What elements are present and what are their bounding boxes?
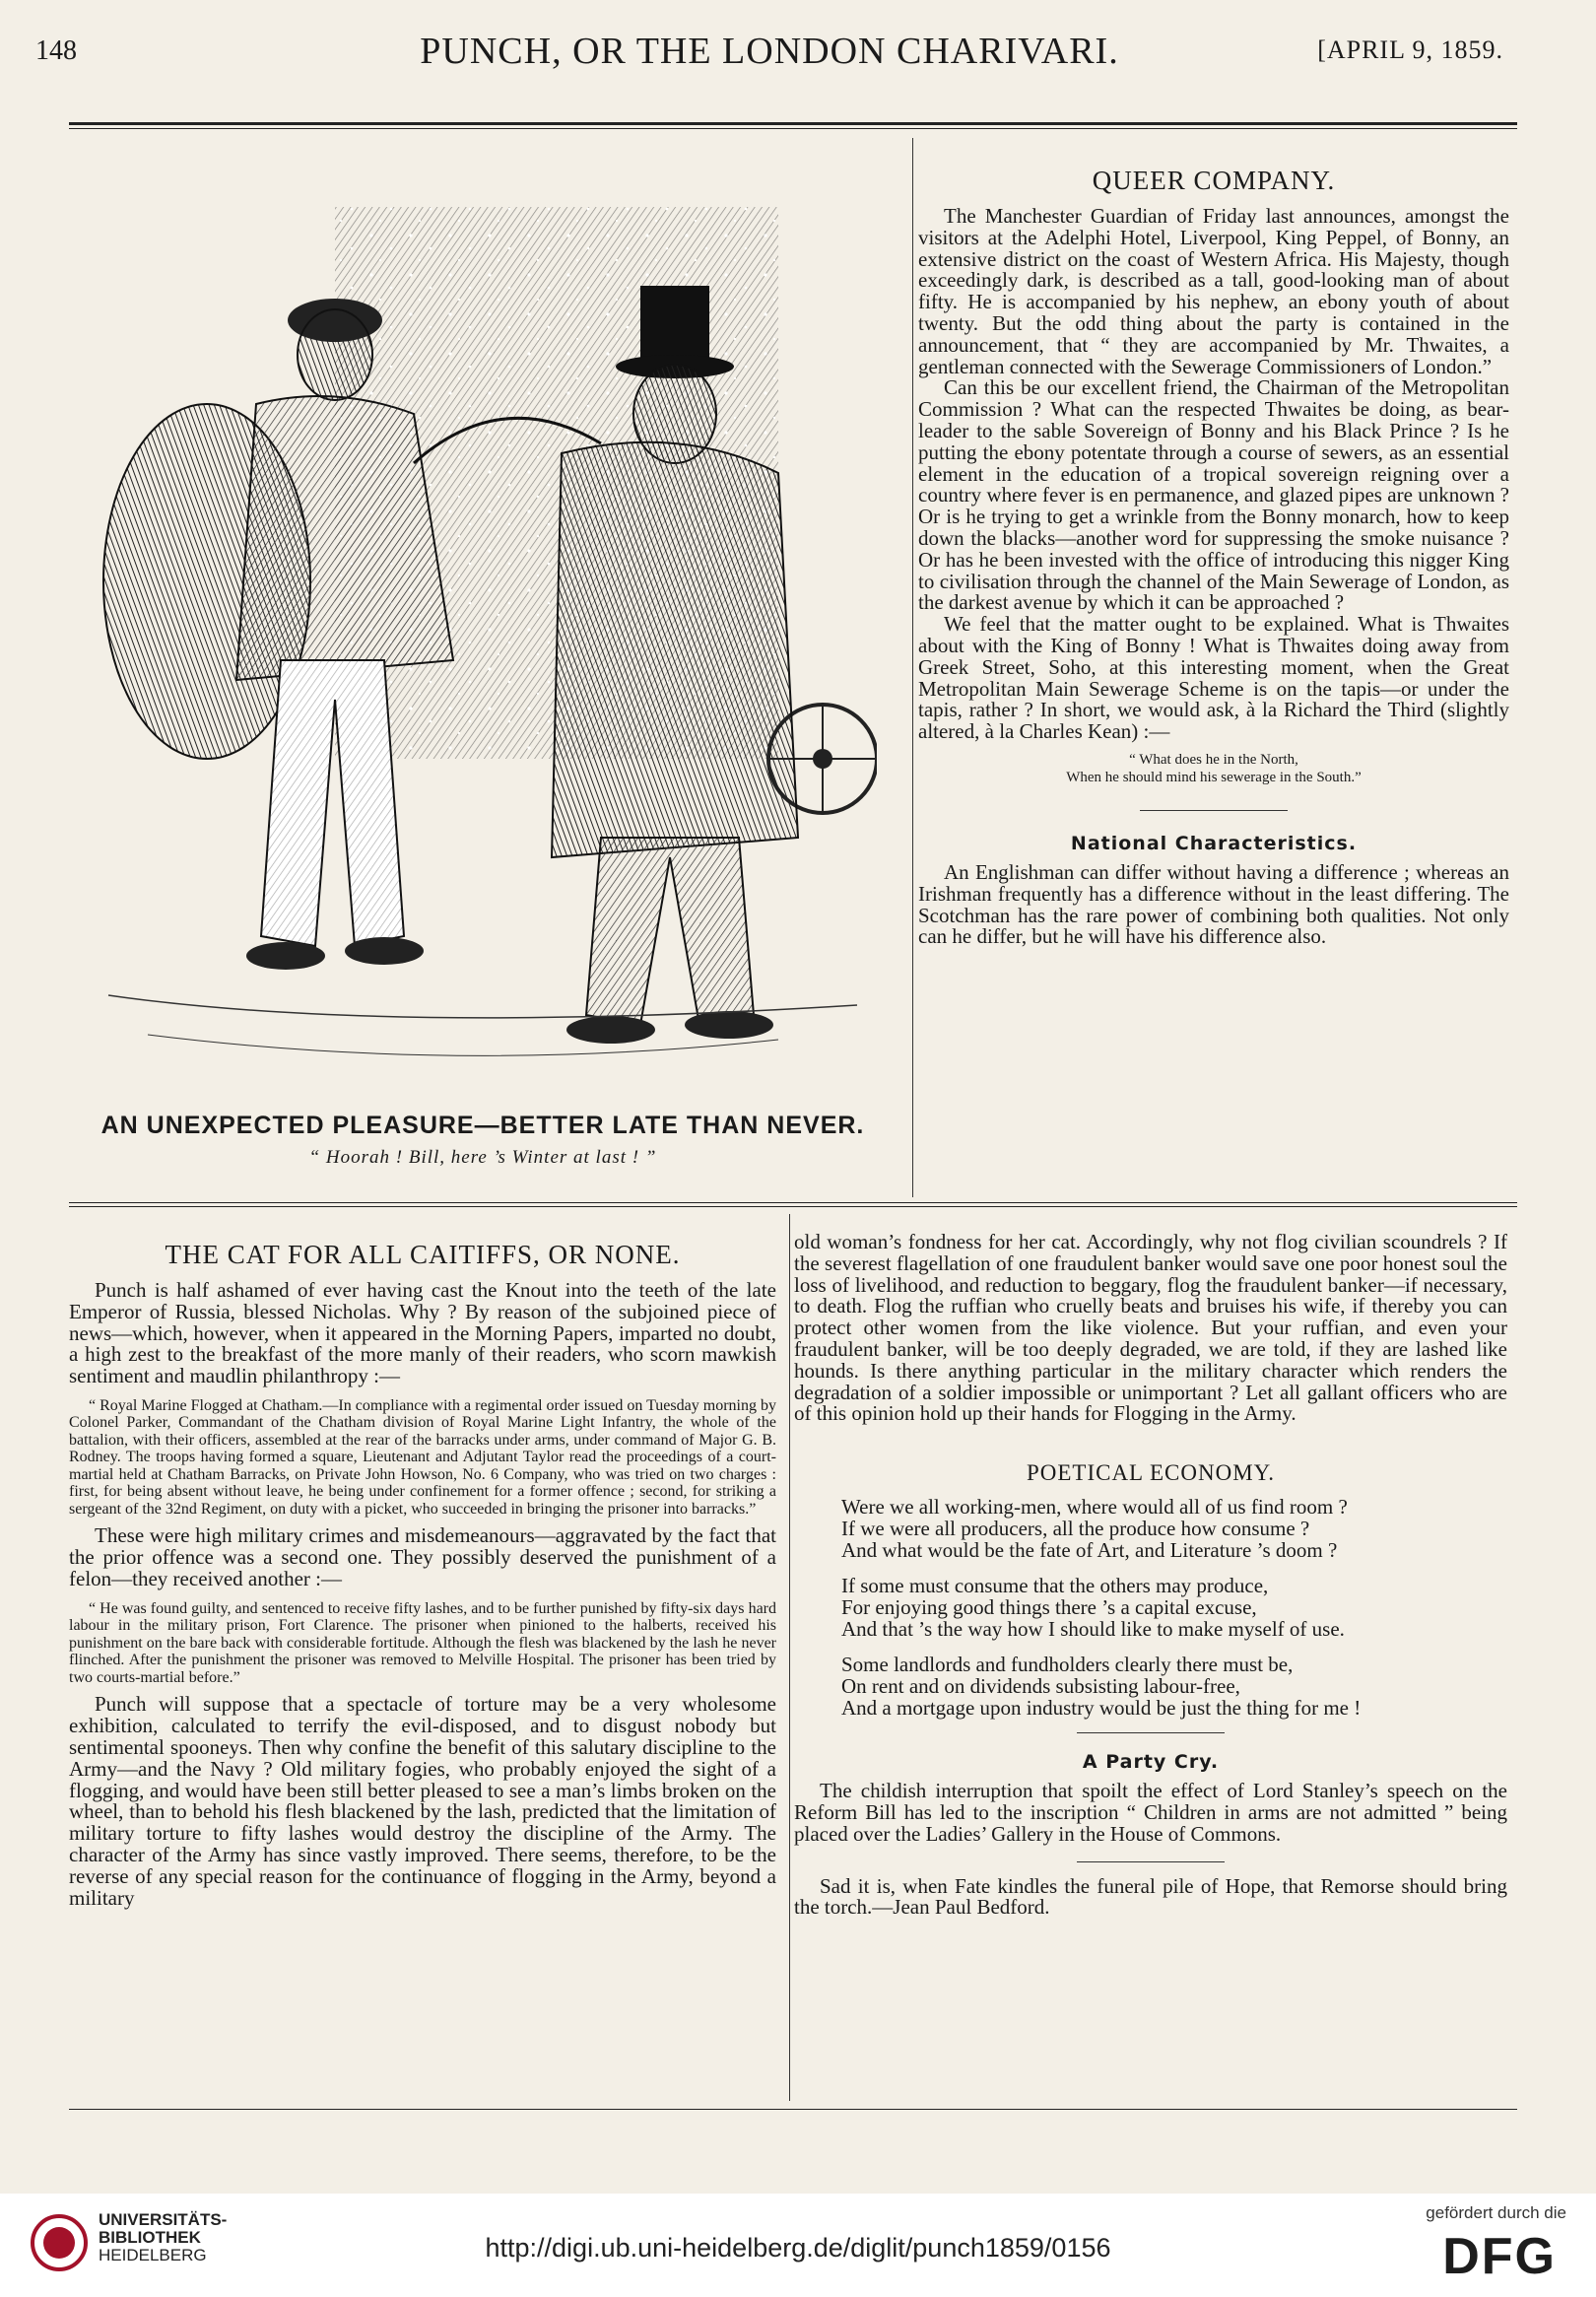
issue-date: [APRIL 9, 1859. (1317, 35, 1503, 64)
dfg-logo: DFG (1442, 2228, 1557, 2285)
verse-line: And that ’s the way how I should like to make myself of use. (841, 1617, 1345, 1642)
article-cat-for-all (69, 1240, 776, 1909)
verse-line: And what would be the fate of Art, and Literature ’s doom ? (841, 1538, 1338, 1563)
verse-line: If some must consume that the others may produce, (841, 1574, 1269, 1598)
section-rule (1077, 1861, 1225, 1862)
right-bottom-column (794, 1232, 1507, 1919)
article-body (69, 1694, 776, 1909)
verse-line: “ What does he in the North, (1129, 751, 1298, 768)
paragraph: old woman’s fondness for her cat. Accordingly, why not flog civilian scoundrels ? If the severest flagellation of one fraudulent banker would save one poor honest soul the loss of livelihood, and reduction to beggary, flog the fraudulent banker—if necessary, to death. Flog the ruffian who cruelly beats and bruises his wife, if thereby you can protect other women from the like violence. But your ruffian, and even your fraudulent banker, will be too deeply degraded, we are told, if they are lashed like hounds. Is there anything particular in the military character which renders the degradation of a soldier impossible or unimportant ? Let all gallant officers who are of this opinion hold up their hands for Flogging in the Army. (794, 1230, 1507, 1426)
verse-line: For enjoying good things there ’s a capital excuse, (841, 1595, 1257, 1620)
library-line: HEIDELBERG (99, 2246, 207, 2264)
verse-line: Were we all working-men, where would all of us find room ? (841, 1495, 1348, 1520)
header-rule-thin (69, 128, 1517, 129)
illustration-subcaption: “ Hoorah ! Bill, here ’s Winter at last ! ” (308, 1147, 657, 1168)
section-rule (69, 1206, 1517, 1207)
engraving-figures (89, 148, 877, 1109)
verse-line: On rent and on dividends subsisting labour-free, (841, 1674, 1240, 1699)
stanza (841, 1654, 1507, 1719)
section-rule (69, 1202, 1517, 1203)
page-bottom-rule (69, 2109, 1517, 2110)
paragraph: An Englishman can differ without having a difference ; whereas an Irishman frequently has a difference without in the least differing. The Scotchman has the rare power of combining both qualities. Not only can he differ, but he will have his difference also. (918, 859, 1509, 949)
poem (794, 1496, 1507, 1719)
article-title: QUEER COMPANY. (1092, 166, 1336, 195)
verse-line: Some landlords and fundholders clearly there must be, (841, 1653, 1294, 1677)
source-url-link[interactable]: http://digi.ub.uni-heidelberg.de/diglit/punch1859/0156 (485, 2233, 1111, 2263)
masthead-title: PUNCH, OR THE LONDON CHARIVARI. (420, 31, 1119, 72)
paragraph: Punch is half ashamed of ever having cast the Knout into the teeth of the late Emperor of Russia, blessed Nicholas. Why ? By reason of the subjoined piece of news—which, however, when it appeared in the Morning Papers, imparted no doubt, a high zest to the breakfast of the more manly of their readers, who scorn mawkish sentiment and maudlin philanthropy :— (69, 1278, 776, 1388)
news-quote (69, 1397, 776, 1519)
stanza (841, 1575, 1507, 1640)
verse-line: When he should mind his sewerage in the South.” (1066, 769, 1362, 785)
article-body-continued (794, 1232, 1507, 1425)
paragraph: Punch will suppose that a spectacle of torture may be a very wholesome exhibition, calculated to terrify the evil-disposed, and to disgust nobody but sentimental spooneys. Then why confine the benefit of this salutary discipline to the Army—and the Navy ? Old military fogies, who probably enjoyed the sight of a flogging, and would have been still better pleased to see a man’s limbs broken on the wheel, than to behold his flesh blackened by the lash, predicted that the limitation of military torture to fifty lashes would destroy the discipline of the Army. The character of the Army has since vastly improved. There seems, therefore, to be the reverse of any special reason for the continuance of flogging in the Army, beyond a military (69, 1692, 776, 1910)
library-line: BIBLIOTHEK (99, 2228, 201, 2247)
article-body (69, 1525, 776, 1589)
article-queer-company (918, 166, 1509, 948)
verse-line: If we were all producers, all the produce how consume ? (841, 1517, 1310, 1541)
article-title: National Characteristics. (1070, 832, 1358, 854)
page-number: 148 (35, 35, 77, 66)
library-line: UNIVERSITÄTS- (99, 2210, 228, 2229)
paragraph: These were high military crimes and misdemeanours—aggravated by the fact that the prior offence was a second one. They possibly deserved the punishment of a felon—they received another :— (69, 1523, 776, 1591)
paragraph: The childish interruption that spoilt the effect of Lord Stanley’s speech on the Reform Bill has led to the inscription “ Children in arms are not admitted ” being placed over the Ladies’ Gallery in the House of Commons. (794, 1779, 1507, 1846)
article-body (794, 1781, 1507, 1845)
news-quote (69, 1600, 776, 1687)
digitization-footer (0, 2194, 1596, 2297)
verse-quote (918, 751, 1509, 786)
section-rule (1077, 1732, 1225, 1733)
paragraph: We feel that the matter ought to be explained. What is Thwaites about with the King of Bonny ! What is Thwaites doing away from Greek Street, Soho, at this interesting moment, when the Great Metropolitan Main Sewerage Scheme is on the tapis—or under the tapis, rather ? In short, we would ask, à la Richard the Third (slightly altered, à la Charles Kean) :— (918, 612, 1509, 744)
epigram (794, 1873, 1507, 1920)
quote-paragraph: “ Royal Marine Flogged at Chatham.—In compliance with a regimental order issued on Tuesday morning by Colonel Parker, Commandant of the Chatham division of Royal Marine Light Infantry, the whole of the battalion, with their officers, assembled at the rear of the barracks under arms, under command of Major G. B. Rodney. The troops having formed a square, Lieutenant and Adjutant Taylor read the proceedings of a court-martial held at Chatham Barracks, on Private John Howson, No. 6 Company, who was tried on two charges : first, for being absent without leave, he being under confinement for a former offence ; second, for striking a sergeant of the 32nd Regiment, on duty with a picket, who succeeded in bringing the prisoner into barracks.” (69, 1396, 776, 1518)
article-title: THE CAT FOR ALL CAITIFFS, OR NONE. (165, 1240, 681, 1269)
paragraph: The Manchester Guardian of Friday last announces, amongst the visitors at the Adelphi Hotel, Liverpool, King Peppel, of Bonny, an extensive district on the coast of Western Africa. His Majesty, though exceedingly dark, is described as a tall, good-looking man of about fifty. He is accompanied by his nephew, an ebony youth of about twenty. But the odd thing about the party is contained in the announcement, that “ they are accompanied by Mr. Thwaites, a gentleman connected with the Sewerage Commissioners of London.” (918, 204, 1509, 378)
article-body (69, 1280, 776, 1387)
section-rule (1140, 810, 1288, 811)
column-divider-bottom (789, 1214, 790, 2101)
funded-by-label: gefördert durch die (1426, 2203, 1566, 2222)
article-title: A Party Cry. (1082, 1751, 1220, 1774)
article-body (918, 859, 1509, 949)
quote-paragraph: “ He was found guilty, and sentenced to receive fifty lashes, and to be further punished by fifty-six days hard labour in the military prison, Fort Clarence. The prisoner when pinioned to the halberts, received his punishment on the bare back with considerable fortitude. Although the flesh was blackened by the lash he never flinched. After the punishment the prisoner was removed to Melville Hospital. The prisoner has been tried by two courts-martial before.” (69, 1599, 776, 1686)
illustration (89, 148, 877, 1168)
stanza (841, 1496, 1507, 1561)
header-rule (69, 122, 1517, 125)
verse-line: And a mortgage upon industry would be just the thing for me ! (841, 1696, 1362, 1721)
paragraph: Sad it is, when Fate kindles the funeral pile of Hope, that Remorse should bring the torch.—Jean Paul Bedford. (794, 1873, 1507, 1920)
paragraph: Can this be our excellent friend, the Chairman of the Metropolitan Commission ? What can the respected Thwaites be doing, as bear-leader to the sable Sovereign of Bonny and his Black Prince ? Is he putting the ebony potentate through a course of sewers, as an essential element in the education of a tropical sovereign reigning over a country where fever is en permanence, and glazed pipes are unknown ? Or is he trying to get a wrinkle from the Bonny monarch, how to keep down the blacks—another word for suppressing the smoke nuisance ? Or has he been invested with the office of introducing this nigger King to civilisation through the channel of the Main Sewerage of London, as the darkest avenue by which it can be approached ? (918, 375, 1509, 615)
article-title: POETICAL ECONOMY. (1026, 1460, 1276, 1486)
article-body (918, 206, 1509, 743)
illustration-caption: AN UNEXPECTED PLEASURE—BETTER LATE THAN NEVER. (100, 1112, 865, 1139)
column-divider-top (912, 138, 913, 1197)
page-header (35, 28, 1503, 87)
